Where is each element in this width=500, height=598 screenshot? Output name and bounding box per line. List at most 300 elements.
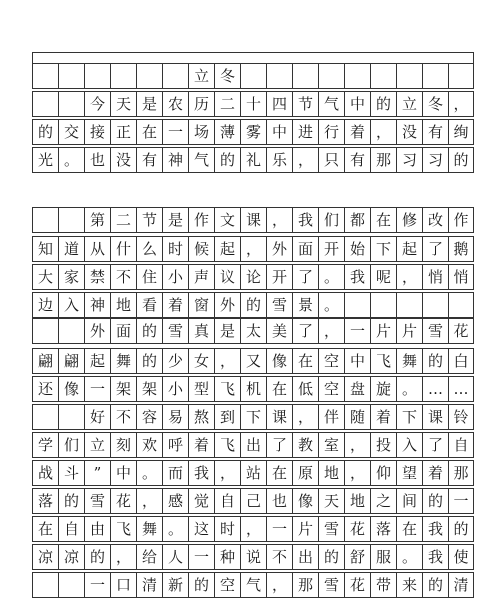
grid-cell: 有 [344,147,370,173]
grid-cell: 飞 [110,516,136,542]
grid-cell: 接 [84,119,110,145]
grid-cell: 节 [292,91,318,117]
grid-cell: 觉 [188,488,214,514]
grid-cell: 小 [162,376,188,402]
grid-cell: 薄 [214,119,240,145]
grid-cell: ， [240,236,266,262]
grid-cell [396,292,422,318]
grid-cell: ， [214,460,240,486]
grid-cell: 翩 [58,348,84,374]
grid-cell: 呢 [370,264,396,290]
grid-cell: 人 [162,544,188,570]
grid-cell [448,292,474,318]
grid-cell: 一 [162,119,188,145]
grid-cell: 有 [136,147,162,173]
grid-cell: 铃 [448,404,474,430]
grid-cell: 容 [136,404,162,430]
grid-cell: 神 [84,292,110,318]
grid-row [32,318,474,344]
grid-cell: 的 [448,147,474,173]
grid-cell: 是 [162,207,188,233]
grid-cell: 雪 [162,318,188,344]
grid-cell: 舞 [396,348,422,374]
grid-cell: 一 [266,516,292,542]
grid-row [32,516,474,542]
grid-cell: 美 [266,318,292,344]
grid-row [32,207,474,233]
grid-cell [32,63,58,89]
grid-cell: 只 [318,147,344,173]
grid-cell: 的 [188,572,214,598]
grid-cell: 神 [162,147,188,173]
grid-cell: 感 [162,488,188,514]
grid-cell: 这 [188,516,214,542]
grid-cell: ， [318,318,344,344]
grid-cell: 熬 [188,404,214,430]
grid-cell: 中 [110,460,136,486]
grid-cell: 易 [162,404,188,430]
grid-cell: 农 [162,91,188,117]
grid-cell [370,292,396,318]
grid-cell: 着 [162,292,188,318]
grid-cell: 凉 [32,544,58,570]
grid-cell: 今 [84,91,110,117]
grid-cell: 由 [84,516,110,542]
grid-cell: ， [292,147,318,173]
grid-cell: 入 [58,292,84,318]
grid-cell: 雪 [84,488,110,514]
grid-cell: 雪 [318,516,344,542]
grid-row [32,292,474,318]
grid-cell: 的 [448,516,474,542]
grid-cell: 气 [318,91,344,117]
grid-cell: 欢 [136,432,162,458]
grid-cell: 盘 [344,376,370,402]
grid-cell: 在 [292,348,318,374]
grid-cell: 在 [136,119,162,145]
grid-cell: 我 [344,264,370,290]
grid-cell: 作 [188,207,214,233]
grid-cell: 着 [422,460,448,486]
grid-cell: 雪 [318,572,344,598]
grid-cell: 景 [292,292,318,318]
grid-cell: ， [136,488,162,514]
grid-cell: 有 [422,119,448,145]
grid-cell: ， [448,91,474,117]
grid-cell: 的 [318,544,344,570]
grid-cell: 架 [136,376,162,402]
grid-cell [32,207,58,233]
grid-cell [370,63,396,89]
grid-cell: 旋 [370,376,396,402]
grid-cell: 论 [240,264,266,290]
grid-cell: 绚 [448,119,474,145]
grid-cell: 舞 [110,348,136,374]
grid-cell: 花 [344,516,370,542]
grid-cell: 声 [188,264,214,290]
grid-cell: 道 [58,236,84,262]
grid-cell: 己 [240,488,266,514]
grid-cell [58,91,84,117]
grid-cell: 。 [318,292,344,318]
grid-cell: 的 [136,348,162,374]
grid-cell: 在 [266,460,292,486]
grid-cell: 了 [422,432,448,458]
grid-cell: 望 [396,460,422,486]
grid-cell: 自 [58,516,84,542]
grid-cell: 花 [110,488,136,514]
grid-cell: 不 [266,544,292,570]
grid-cell: 习 [396,147,422,173]
grid-cell: 文 [214,207,240,233]
grid-cell: 雪 [422,318,448,344]
grid-cell: 刻 [110,432,136,458]
grid-cell: 一 [84,376,110,402]
grid-cell: 冬 [422,91,448,117]
grid-cell [32,91,58,117]
grid-cell: 地 [110,292,136,318]
grid-row [32,460,474,486]
grid-cell: ， [110,544,136,570]
grid-cell: 又 [240,348,266,374]
grid-cell: 。 [58,147,84,173]
grid-cell: 中 [344,348,370,374]
grid-cell: 入 [396,432,422,458]
grid-cell: 好 [84,404,110,430]
grid-cell: 白 [448,348,474,374]
grid-cell: 禁 [84,264,110,290]
grid-cell: 型 [188,376,214,402]
grid-row [32,147,474,173]
grid-cell: 开 [318,236,344,262]
grid-cell: 服 [370,544,396,570]
grid-cell: ， [214,348,240,374]
grid-cell [396,63,422,89]
grid-cell: 外 [266,236,292,262]
grid-cell: 了 [292,318,318,344]
grid-cell: 们 [318,207,344,233]
grid-cell: 斗 [58,460,84,486]
grid-cell: 飞 [370,348,396,374]
grid-cell: 我 [422,544,448,570]
grid-cell: 落 [370,516,396,542]
grid-cell: 使 [448,544,474,570]
grid-cell [32,318,58,344]
grid-cell: 小 [162,264,188,290]
grid-cell: 空 [214,572,240,598]
grid-cell: 的 [84,544,110,570]
grid-cell: 没 [396,119,422,145]
grid-cell: 节 [136,207,162,233]
grid-cell: 花 [448,318,474,344]
grid-cell: 。 [162,516,188,542]
grid-cell: 。 [318,264,344,290]
grid-cell: 到 [214,404,240,430]
grid-cell: 时 [214,516,240,542]
grid-cell: 教 [292,432,318,458]
grid-cell: 我 [188,460,214,486]
grid-cell [422,292,448,318]
grid-cell: 正 [110,119,136,145]
grid-cell: 翩 [32,348,58,374]
grid-cell [58,207,84,233]
grid-cell: 出 [292,544,318,570]
grid-cell: 乐 [266,147,292,173]
grid-cell: ， [396,264,422,290]
grid-cell: 口 [110,572,136,598]
grid-cell [292,63,318,89]
grid-cell: 说 [240,544,266,570]
grid-cell: ， [344,432,370,458]
grid-cell: 凉 [58,544,84,570]
grid-cell [84,63,110,89]
grid-cell: 悄 [422,264,448,290]
grid-cell: 下 [240,404,266,430]
grid-cell: 下 [396,404,422,430]
grid-cell: … [448,376,474,402]
grid-cell: 起 [84,348,110,374]
grid-cell: 着 [370,404,396,430]
grid-cell: 立 [84,432,110,458]
grid-cell: 新 [162,572,188,598]
grid-cell [110,63,136,89]
grid-cell: 战 [32,460,58,486]
grid-cell: 地 [344,488,370,514]
grid-cell: 的 [370,91,396,117]
grid-cell: 开 [266,264,292,290]
grid-cell [58,404,84,430]
grid-cell: 太 [240,318,266,344]
grid-cell: 的 [136,318,162,344]
grid-cell: 空 [318,348,344,374]
grid-cell: 那 [370,147,396,173]
grid-row [32,572,474,598]
grid-cell: ， [370,119,396,145]
grid-cell: 都 [344,207,370,233]
grid-cell: 花 [344,572,370,598]
top-margin-strip [32,52,474,63]
grid-cell: ， [292,404,318,430]
grid-cell: 课 [422,404,448,430]
grid-cell: 落 [32,488,58,514]
grid-cell: 女 [188,348,214,374]
grid-cell: 带 [370,572,396,598]
grid-cell [318,63,344,89]
grid-cell: 片 [396,318,422,344]
grid-cell: 二 [110,207,136,233]
grid-row [32,432,474,458]
grid-cell: 像 [58,376,84,402]
grid-cell: 立 [188,63,214,89]
grid-cell: 改 [422,207,448,233]
grid-cell: 悄 [448,264,474,290]
grid-cell: 真 [188,318,214,344]
grid-cell: 下 [370,236,396,262]
grid-cell: 也 [84,147,110,173]
grid-cell: 随 [344,404,370,430]
grid-cell: 地 [318,460,344,486]
grid-cell: 气 [188,147,214,173]
grid-row [32,236,474,262]
grid-cell: 不 [110,404,136,430]
grid-cell: 片 [370,318,396,344]
grid-cell: 清 [448,572,474,598]
grid-cell: 立 [396,91,422,117]
grid-cell: 的 [240,292,266,318]
grid-cell: 学 [32,432,58,458]
grid-cell: 议 [214,264,240,290]
grid-cell: 我 [422,516,448,542]
grid-cell: 雾 [240,119,266,145]
grid-row [32,264,474,290]
grid-row [32,63,474,89]
grid-cell: 着 [188,432,214,458]
grid-cell: 也 [266,488,292,514]
grid-row [32,119,474,145]
grid-cell: 。 [396,544,422,570]
grid-cell: 出 [240,432,266,458]
grid-cell: 那 [448,460,474,486]
grid-cell: 是 [214,318,240,344]
grid-cell: 来 [396,572,422,598]
grid-cell: 的 [422,572,448,598]
grid-cell: 了 [422,236,448,262]
grid-cell: 自 [214,488,240,514]
grid-cell: 在 [266,376,292,402]
grid-cell: 鹅 [448,236,474,262]
grid-cell: ， [240,516,266,542]
grid-cell: 在 [370,207,396,233]
grid-cell: ” [84,460,110,486]
grid-cell [136,63,162,89]
grid-cell: 修 [396,207,422,233]
grid-cell: 交 [58,119,84,145]
grid-cell [240,63,266,89]
grid-cell [58,63,84,89]
grid-cell: 课 [266,404,292,430]
grid-cell [448,63,474,89]
grid-cell: 在 [396,516,422,542]
grid-cell: 的 [422,488,448,514]
grid-cell: 给 [136,544,162,570]
grid-cell: 行 [318,119,344,145]
grid-cell: 少 [162,348,188,374]
grid-row [32,404,474,430]
grid-cell [58,572,84,598]
grid-cell: 起 [396,236,422,262]
grid-cell: 飞 [214,432,240,458]
grid-cell [162,63,188,89]
grid-row [32,544,474,570]
grid-cell: 伴 [318,404,344,430]
grid-cell [266,63,292,89]
grid-cell: 家 [58,264,84,290]
grid-cell: 一 [188,544,214,570]
grid-cell: 还 [32,376,58,402]
grid-cell: 原 [292,460,318,486]
grid-cell: 十 [240,91,266,117]
grid-cell: 清 [136,572,162,598]
grid-cell: 。 [396,376,422,402]
grid-cell: 低 [292,376,318,402]
grid-cell [58,318,84,344]
grid-cell: 候 [188,236,214,262]
grid-cell: 种 [214,544,240,570]
grid-cell [344,292,370,318]
grid-cell: … [422,376,448,402]
grid-cell: 的 [58,488,84,514]
grid-cell: 四 [266,91,292,117]
grid-cell: 我 [292,207,318,233]
grid-row [32,376,474,402]
grid-cell: 大 [32,264,58,290]
grid-cell: 室 [318,432,344,458]
grid-cell: ， [344,460,370,486]
grid-cell: 场 [188,119,214,145]
grid-cell: 外 [214,292,240,318]
grid-cell: 二 [214,91,240,117]
grid-cell: 们 [58,432,84,458]
grid-cell: 仰 [370,460,396,486]
grid-cell: 了 [292,264,318,290]
grid-cell: 投 [370,432,396,458]
grid-cell: 而 [162,460,188,486]
grid-cell: 雪 [266,292,292,318]
grid-cell: 习 [422,147,448,173]
grid-cell: 作 [448,207,474,233]
grid-cell: 看 [136,292,162,318]
grid-cell: 冬 [214,63,240,89]
grid-cell: 舒 [344,544,370,570]
grid-cell: 边 [32,292,58,318]
grid-cell: 像 [266,348,292,374]
grid-cell: 间 [396,488,422,514]
grid-cell: 第 [84,207,110,233]
grid-cell: 礼 [240,147,266,173]
grid-cell: ， [266,572,292,598]
grid-cell: 面 [110,318,136,344]
grid-cell: 天 [318,488,344,514]
grid-cell [32,572,58,598]
grid-cell: 中 [266,119,292,145]
grid-cell: 一 [84,572,110,598]
grid-cell: 之 [370,488,396,514]
grid-cell: 飞 [214,376,240,402]
grid-cell: 那 [292,572,318,598]
grid-cell: 自 [448,432,474,458]
grid-cell: 舞 [136,516,162,542]
grid-cell: 了 [266,432,292,458]
grid-cell: 在 [32,516,58,542]
grid-cell: 没 [110,147,136,173]
grid-cell: 从 [84,236,110,262]
grid-cell: 么 [136,236,162,262]
grid-cell: 一 [344,318,370,344]
grid-cell: 气 [240,572,266,598]
grid-cell: 不 [110,264,136,290]
grid-cell: 的 [422,348,448,374]
grid-row [32,91,474,117]
grid-cell: 时 [162,236,188,262]
grid-cell: 课 [240,207,266,233]
grid-cell: 空 [318,376,344,402]
grid-cell: 是 [136,91,162,117]
grid-cell [422,63,448,89]
grid-cell: 像 [292,488,318,514]
grid-cell: 呼 [162,432,188,458]
grid-cell: 着 [344,119,370,145]
grid-cell: 中 [344,91,370,117]
